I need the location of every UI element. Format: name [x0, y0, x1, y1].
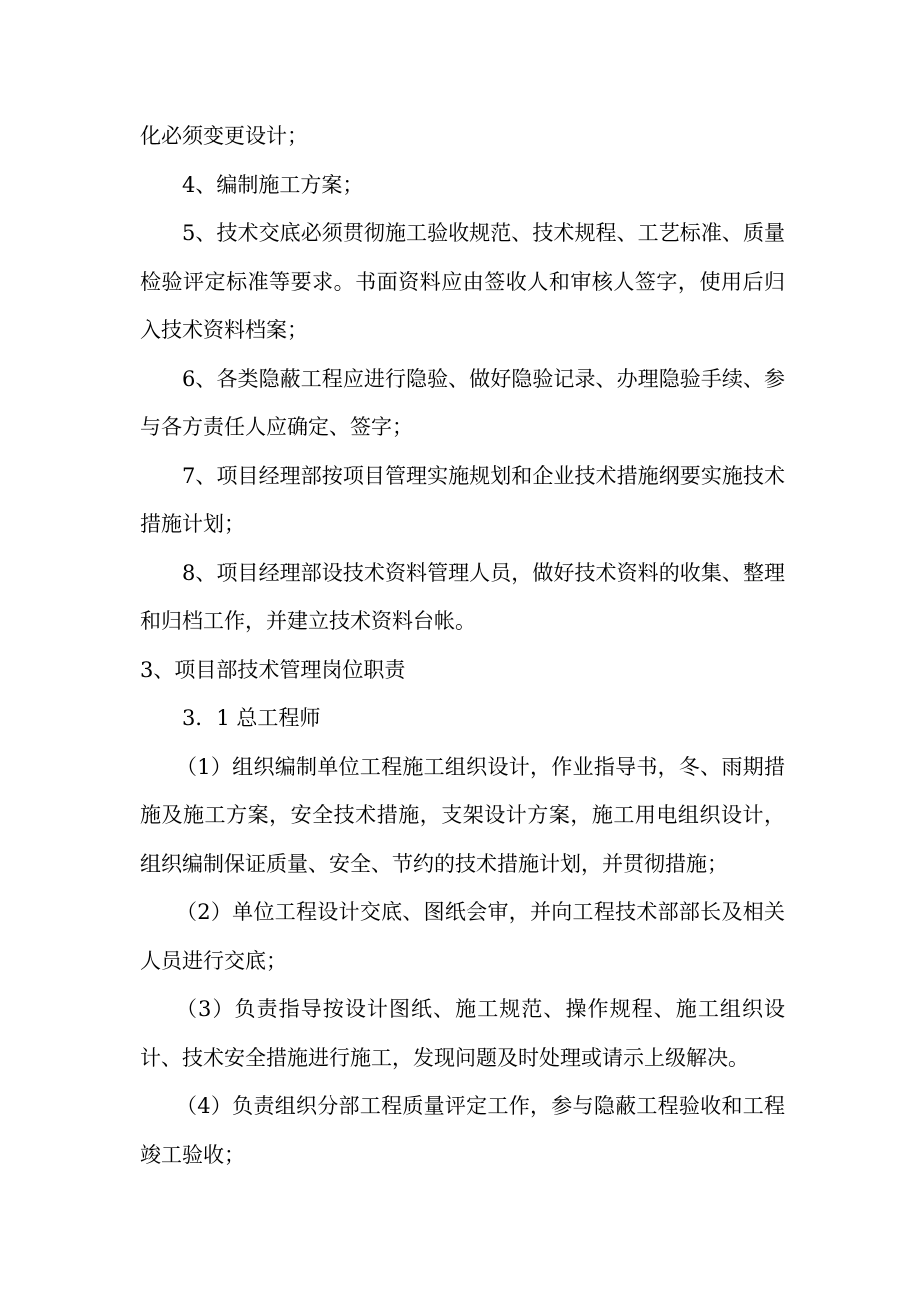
section-heading-3: 3、项目部技术管理岗位职责 [140, 657, 406, 682]
duty-item-4: （4）负责组织分部工程质量评定工作，参与隐蔽工程验收和工程竣工验收； [140, 1094, 785, 1167]
document-body [140, 112, 785, 1179]
list-item-4: 4、编制施工方案； [182, 172, 364, 197]
duty-item-2: （2）单位工程设计交底、图纸会审，并向工程技术部部长及相关人员进行交底； [140, 900, 785, 973]
subsection-heading-3-1: 3．1 总工程师 [182, 706, 321, 730]
list-item-6: 6、各类隐蔽工程应进行隐验、做好隐验记录、办理隐验手续、参与各方责任人应确定、签字； [140, 366, 785, 439]
paragraph-continuation: 化必须变更设计； [140, 124, 308, 148]
list-item-5: 5、技术交底必须贯彻施工验收规范、技术规程、工艺标准、质量检验评定标准等要求。书面资料应由签收人和审核人签字，使用后归入技术资料档案； [140, 221, 785, 342]
list-item-8: 8、项目经理部设技术资料管理人员，做好技术资料的收集、整理和归档工作，并建立技术资料台帐。 [140, 560, 785, 633]
list-item-7: 7、项目经理部按项目管理实施规划和企业技术措施纲要实施技术措施计划； [140, 463, 785, 536]
duty-item-3: （3）负责指导按设计图纸、施工规范、操作规程、施工组织设计、技术安全措施进行施工，发现问题及时处理或请示上级解决。 [140, 997, 785, 1070]
duty-item-1: （1）组织编制单位工程施工组织设计，作业指导书，冬、雨期措施及施工方案，安全技术措施，支架设计方案，施工用电组织设计，组织编制保证质量、安全、节约的技术措施计划，并贯彻措施； [140, 754, 785, 876]
